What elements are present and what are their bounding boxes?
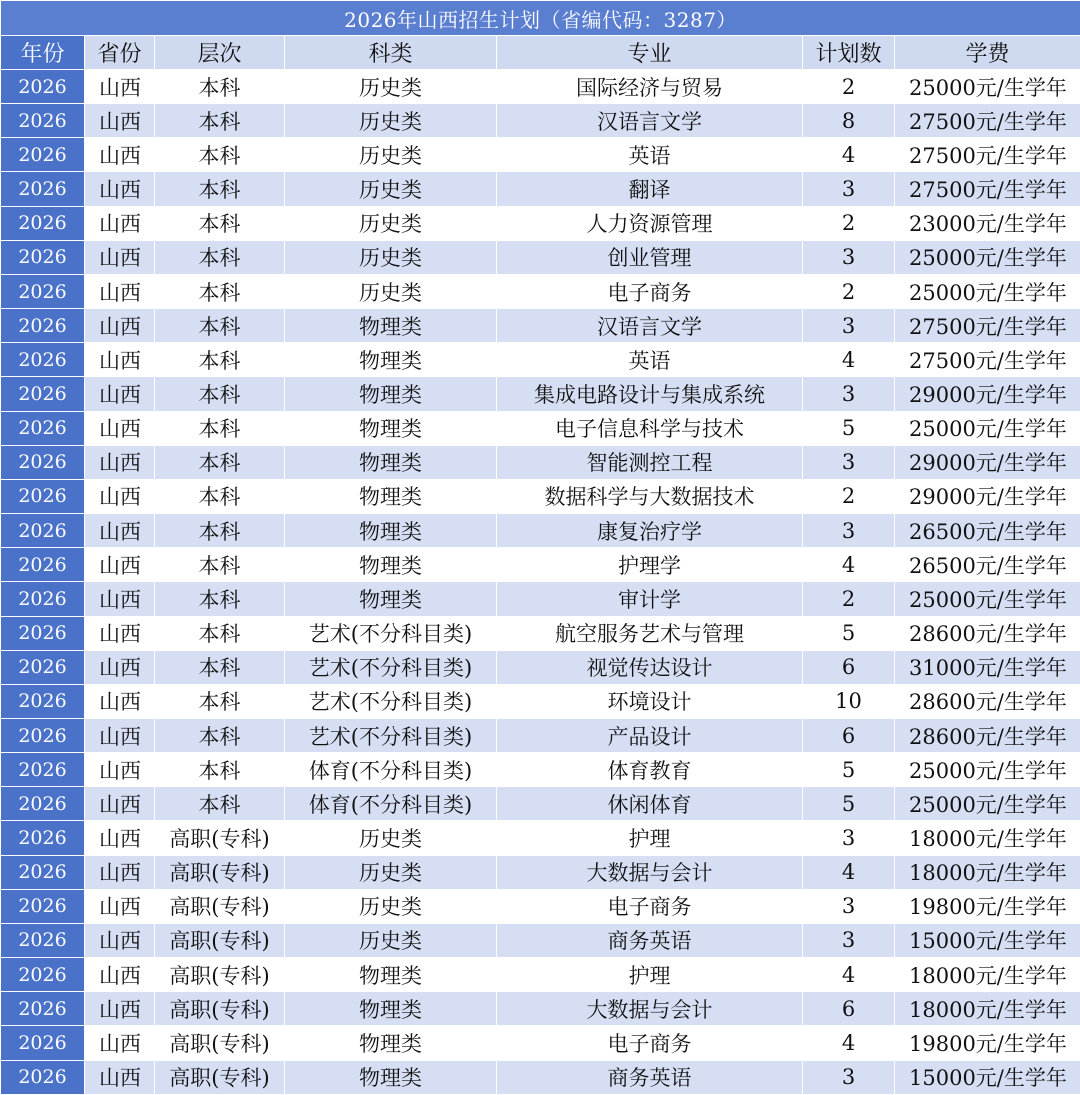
- cell-major: 护理学: [497, 548, 803, 582]
- table-row: [1, 753, 1080, 787]
- cell-major: 汉语言文学: [497, 309, 803, 343]
- table-row: [1, 992, 1080, 1026]
- cell-category: 体育(不分科目类): [285, 787, 497, 821]
- cell-province: 山西: [85, 582, 155, 616]
- cell-category: 历史类: [285, 923, 497, 957]
- cell-province: 山西: [85, 104, 155, 138]
- cell-province: 山西: [85, 616, 155, 650]
- table-row: [1, 172, 1080, 206]
- cell-level: 本科: [155, 479, 285, 513]
- cell-tuition: 29000元/生学年: [895, 479, 1080, 513]
- cell-year: 2026: [1, 343, 85, 377]
- cell-plan-count: 4: [803, 855, 895, 889]
- table-row: [1, 855, 1080, 889]
- cell-level: 本科: [155, 240, 285, 274]
- cell-major: 航空服务艺术与管理: [497, 616, 803, 650]
- cell-category: 物理类: [285, 445, 497, 479]
- cell-major: 视觉传达设计: [497, 650, 803, 684]
- cell-plan-count: 3: [803, 1060, 895, 1094]
- cell-province: 山西: [85, 138, 155, 172]
- table-row: [1, 479, 1080, 513]
- cell-level: 本科: [155, 70, 285, 104]
- cell-level: 本科: [155, 206, 285, 240]
- cell-category: 体育(不分科目类): [285, 753, 497, 787]
- cell-year: 2026: [1, 70, 85, 104]
- cell-year: 2026: [1, 787, 85, 821]
- cell-plan-count: 3: [803, 377, 895, 411]
- cell-major: 汉语言文学: [497, 104, 803, 138]
- cell-tuition: 27500元/生学年: [895, 104, 1080, 138]
- cell-province: 山西: [85, 650, 155, 684]
- cell-year: 2026: [1, 1060, 85, 1094]
- cell-category: 艺术(不分科目类): [285, 616, 497, 650]
- cell-major: 创业管理: [497, 240, 803, 274]
- cell-province: 山西: [85, 787, 155, 821]
- cell-province: 山西: [85, 240, 155, 274]
- cell-year: 2026: [1, 377, 85, 411]
- cell-tuition: 25000元/生学年: [895, 411, 1080, 445]
- header-major: 专业: [497, 36, 803, 70]
- cell-category: 艺术(不分科目类): [285, 650, 497, 684]
- table-row: [1, 650, 1080, 684]
- cell-tuition: 26500元/生学年: [895, 514, 1080, 548]
- cell-year: 2026: [1, 889, 85, 923]
- cell-province: 山西: [85, 548, 155, 582]
- cell-tuition: 15000元/生学年: [895, 1060, 1080, 1094]
- cell-plan-count: 5: [803, 787, 895, 821]
- cell-major: 大数据与会计: [497, 855, 803, 889]
- cell-year: 2026: [1, 992, 85, 1026]
- table-row: [1, 548, 1080, 582]
- cell-major: 翻译: [497, 172, 803, 206]
- table-row: [1, 514, 1080, 548]
- cell-province: 山西: [85, 923, 155, 957]
- cell-plan-count: 3: [803, 309, 895, 343]
- cell-province: 山西: [85, 718, 155, 752]
- table-row: [1, 240, 1080, 274]
- cell-major: 电子商务: [497, 274, 803, 308]
- cell-tuition: 18000元/生学年: [895, 992, 1080, 1026]
- cell-level: 高职(专科): [155, 923, 285, 957]
- cell-plan-count: 4: [803, 138, 895, 172]
- cell-major: 商务英语: [497, 1060, 803, 1094]
- cell-category: 物理类: [285, 377, 497, 411]
- cell-category: 历史类: [285, 889, 497, 923]
- table-title: 2026年山西招生计划（省编代码：3287）: [1, 1, 1080, 36]
- cell-level: 高职(专科): [155, 1060, 285, 1094]
- cell-tuition: 25000元/生学年: [895, 582, 1080, 616]
- cell-tuition: 29000元/生学年: [895, 377, 1080, 411]
- cell-plan-count: 4: [803, 548, 895, 582]
- cell-level: 高职(专科): [155, 855, 285, 889]
- cell-province: 山西: [85, 274, 155, 308]
- cell-year: 2026: [1, 309, 85, 343]
- cell-major: 商务英语: [497, 923, 803, 957]
- cell-plan-count: 3: [803, 240, 895, 274]
- cell-province: 山西: [85, 514, 155, 548]
- cell-tuition: 28600元/生学年: [895, 718, 1080, 752]
- cell-year: 2026: [1, 172, 85, 206]
- cell-year: 2026: [1, 684, 85, 718]
- cell-category: 历史类: [285, 138, 497, 172]
- cell-tuition: 31000元/生学年: [895, 650, 1080, 684]
- cell-plan-count: 4: [803, 958, 895, 992]
- cell-province: 山西: [85, 684, 155, 718]
- table-row: [1, 923, 1080, 957]
- cell-year: 2026: [1, 479, 85, 513]
- cell-province: 山西: [85, 172, 155, 206]
- cell-plan-count: 5: [803, 753, 895, 787]
- cell-year: 2026: [1, 855, 85, 889]
- cell-plan-count: 2: [803, 479, 895, 513]
- cell-level: 本科: [155, 309, 285, 343]
- cell-plan-count: 2: [803, 70, 895, 104]
- cell-category: 历史类: [285, 274, 497, 308]
- cell-category: 物理类: [285, 514, 497, 548]
- cell-plan-count: 3: [803, 514, 895, 548]
- cell-tuition: 19800元/生学年: [895, 1026, 1080, 1060]
- cell-major: 大数据与会计: [497, 992, 803, 1026]
- cell-plan-count: 5: [803, 411, 895, 445]
- cell-year: 2026: [1, 274, 85, 308]
- cell-plan-count: 3: [803, 923, 895, 957]
- cell-category: 物理类: [285, 1060, 497, 1094]
- cell-province: 山西: [85, 753, 155, 787]
- cell-category: 物理类: [285, 548, 497, 582]
- cell-tuition: 29000元/生学年: [895, 445, 1080, 479]
- cell-province: 山西: [85, 1060, 155, 1094]
- cell-level: 高职(专科): [155, 958, 285, 992]
- table-row: [1, 138, 1080, 172]
- header-level: 层次: [155, 36, 285, 70]
- cell-level: 本科: [155, 718, 285, 752]
- table-row: [1, 958, 1080, 992]
- cell-plan-count: 6: [803, 650, 895, 684]
- cell-province: 山西: [85, 377, 155, 411]
- cell-major: 数据科学与大数据技术: [497, 479, 803, 513]
- table-row: [1, 582, 1080, 616]
- cell-category: 物理类: [285, 582, 497, 616]
- cell-major: 康复治疗学: [497, 514, 803, 548]
- cell-level: 本科: [155, 411, 285, 445]
- cell-level: 本科: [155, 684, 285, 718]
- cell-major: 体育教育: [497, 753, 803, 787]
- cell-major: 电子商务: [497, 889, 803, 923]
- header-province: 省份: [85, 36, 155, 70]
- cell-province: 山西: [85, 479, 155, 513]
- cell-tuition: 28600元/生学年: [895, 684, 1080, 718]
- cell-plan-count: 3: [803, 889, 895, 923]
- cell-plan-count: 5: [803, 616, 895, 650]
- cell-category: 历史类: [285, 172, 497, 206]
- cell-year: 2026: [1, 616, 85, 650]
- cell-major: 审计学: [497, 582, 803, 616]
- cell-tuition: 27500元/生学年: [895, 172, 1080, 206]
- cell-category: 历史类: [285, 104, 497, 138]
- cell-category: 物理类: [285, 343, 497, 377]
- header-row: [1, 36, 1080, 70]
- table-row: [1, 616, 1080, 650]
- cell-category: 艺术(不分科目类): [285, 718, 497, 752]
- cell-plan-count: 2: [803, 274, 895, 308]
- table-row: [1, 821, 1080, 855]
- cell-tuition: 25000元/生学年: [895, 70, 1080, 104]
- table-row: [1, 1060, 1080, 1094]
- cell-category: 历史类: [285, 855, 497, 889]
- cell-major: 电子商务: [497, 1026, 803, 1060]
- cell-major: 产品设计: [497, 718, 803, 752]
- cell-province: 山西: [85, 70, 155, 104]
- cell-category: 物理类: [285, 479, 497, 513]
- cell-year: 2026: [1, 514, 85, 548]
- cell-major: 智能测控工程: [497, 445, 803, 479]
- header-plan-count: 计划数: [803, 36, 895, 70]
- cell-tuition: 18000元/生学年: [895, 958, 1080, 992]
- cell-level: 本科: [155, 274, 285, 308]
- cell-province: 山西: [85, 992, 155, 1026]
- cell-level: 高职(专科): [155, 992, 285, 1026]
- cell-category: 历史类: [285, 821, 497, 855]
- cell-level: 本科: [155, 104, 285, 138]
- cell-year: 2026: [1, 753, 85, 787]
- cell-year: 2026: [1, 206, 85, 240]
- cell-category: 历史类: [285, 206, 497, 240]
- cell-tuition: 23000元/生学年: [895, 206, 1080, 240]
- cell-plan-count: 3: [803, 821, 895, 855]
- cell-level: 高职(专科): [155, 1026, 285, 1060]
- cell-category: 艺术(不分科目类): [285, 684, 497, 718]
- cell-major: 英语: [497, 343, 803, 377]
- cell-tuition: 19800元/生学年: [895, 889, 1080, 923]
- cell-level: 本科: [155, 343, 285, 377]
- cell-tuition: 18000元/生学年: [895, 821, 1080, 855]
- cell-year: 2026: [1, 104, 85, 138]
- table-row: [1, 377, 1080, 411]
- cell-level: 高职(专科): [155, 889, 285, 923]
- cell-province: 山西: [85, 958, 155, 992]
- cell-year: 2026: [1, 240, 85, 274]
- table-row: [1, 274, 1080, 308]
- table-row: [1, 343, 1080, 377]
- cell-tuition: 25000元/生学年: [895, 240, 1080, 274]
- cell-plan-count: 2: [803, 582, 895, 616]
- cell-plan-count: 3: [803, 445, 895, 479]
- table-row: [1, 206, 1080, 240]
- cell-tuition: 25000元/生学年: [895, 753, 1080, 787]
- cell-year: 2026: [1, 582, 85, 616]
- cell-level: 本科: [155, 650, 285, 684]
- cell-tuition: 25000元/生学年: [895, 787, 1080, 821]
- cell-category: 物理类: [285, 1026, 497, 1060]
- cell-year: 2026: [1, 1026, 85, 1060]
- cell-year: 2026: [1, 411, 85, 445]
- cell-tuition: 18000元/生学年: [895, 855, 1080, 889]
- cell-level: 高职(专科): [155, 821, 285, 855]
- cell-province: 山西: [85, 411, 155, 445]
- cell-tuition: 25000元/生学年: [895, 274, 1080, 308]
- cell-category: 物理类: [285, 411, 497, 445]
- cell-plan-count: 6: [803, 992, 895, 1026]
- cell-level: 本科: [155, 548, 285, 582]
- cell-major: 电子信息科学与技术: [497, 411, 803, 445]
- cell-year: 2026: [1, 821, 85, 855]
- title-row: [1, 1, 1080, 36]
- cell-year: 2026: [1, 923, 85, 957]
- cell-major: 集成电路设计与集成系统: [497, 377, 803, 411]
- cell-tuition: 26500元/生学年: [895, 548, 1080, 582]
- cell-major: 护理: [497, 958, 803, 992]
- cell-category: 历史类: [285, 70, 497, 104]
- table-row: [1, 787, 1080, 821]
- header-year: 年份: [1, 36, 85, 70]
- cell-province: 山西: [85, 855, 155, 889]
- cell-province: 山西: [85, 309, 155, 343]
- cell-category: 历史类: [285, 240, 497, 274]
- table-row: [1, 684, 1080, 718]
- cell-plan-count: 6: [803, 718, 895, 752]
- cell-tuition: 27500元/生学年: [895, 343, 1080, 377]
- cell-level: 本科: [155, 445, 285, 479]
- table-row: [1, 1026, 1080, 1060]
- cell-plan-count: 2: [803, 206, 895, 240]
- table-row: [1, 70, 1080, 104]
- table-row: [1, 889, 1080, 923]
- table-row: [1, 309, 1080, 343]
- cell-plan-count: 4: [803, 343, 895, 377]
- cell-plan-count: 10: [803, 684, 895, 718]
- cell-level: 本科: [155, 377, 285, 411]
- cell-major: 人力资源管理: [497, 206, 803, 240]
- cell-category: 物理类: [285, 992, 497, 1026]
- cell-tuition: 27500元/生学年: [895, 138, 1080, 172]
- cell-province: 山西: [85, 889, 155, 923]
- header-tuition: 学费: [895, 36, 1080, 70]
- cell-major: 环境设计: [497, 684, 803, 718]
- cell-province: 山西: [85, 821, 155, 855]
- cell-level: 本科: [155, 138, 285, 172]
- cell-year: 2026: [1, 718, 85, 752]
- table-row: [1, 411, 1080, 445]
- cell-tuition: 27500元/生学年: [895, 309, 1080, 343]
- cell-province: 山西: [85, 206, 155, 240]
- table-body: [1, 70, 1080, 1095]
- cell-province: 山西: [85, 445, 155, 479]
- cell-level: 本科: [155, 787, 285, 821]
- cell-plan-count: 8: [803, 104, 895, 138]
- cell-major: 国际经济与贸易: [497, 70, 803, 104]
- cell-tuition: 28600元/生学年: [895, 616, 1080, 650]
- cell-level: 本科: [155, 616, 285, 650]
- cell-year: 2026: [1, 958, 85, 992]
- cell-level: 本科: [155, 172, 285, 206]
- cell-category: 物理类: [285, 309, 497, 343]
- cell-year: 2026: [1, 445, 85, 479]
- table-row: [1, 445, 1080, 479]
- header-category: 科类: [285, 36, 497, 70]
- cell-level: 本科: [155, 514, 285, 548]
- cell-major: 英语: [497, 138, 803, 172]
- cell-year: 2026: [1, 138, 85, 172]
- cell-year: 2026: [1, 650, 85, 684]
- table-row: [1, 104, 1080, 138]
- cell-plan-count: 3: [803, 172, 895, 206]
- cell-major: 护理: [497, 821, 803, 855]
- cell-tuition: 15000元/生学年: [895, 923, 1080, 957]
- cell-category: 物理类: [285, 958, 497, 992]
- table-row: [1, 718, 1080, 752]
- cell-plan-count: 4: [803, 1026, 895, 1060]
- cell-level: 本科: [155, 753, 285, 787]
- cell-level: 本科: [155, 582, 285, 616]
- cell-year: 2026: [1, 548, 85, 582]
- cell-province: 山西: [85, 343, 155, 377]
- cell-major: 休闲体育: [497, 787, 803, 821]
- cell-province: 山西: [85, 1026, 155, 1060]
